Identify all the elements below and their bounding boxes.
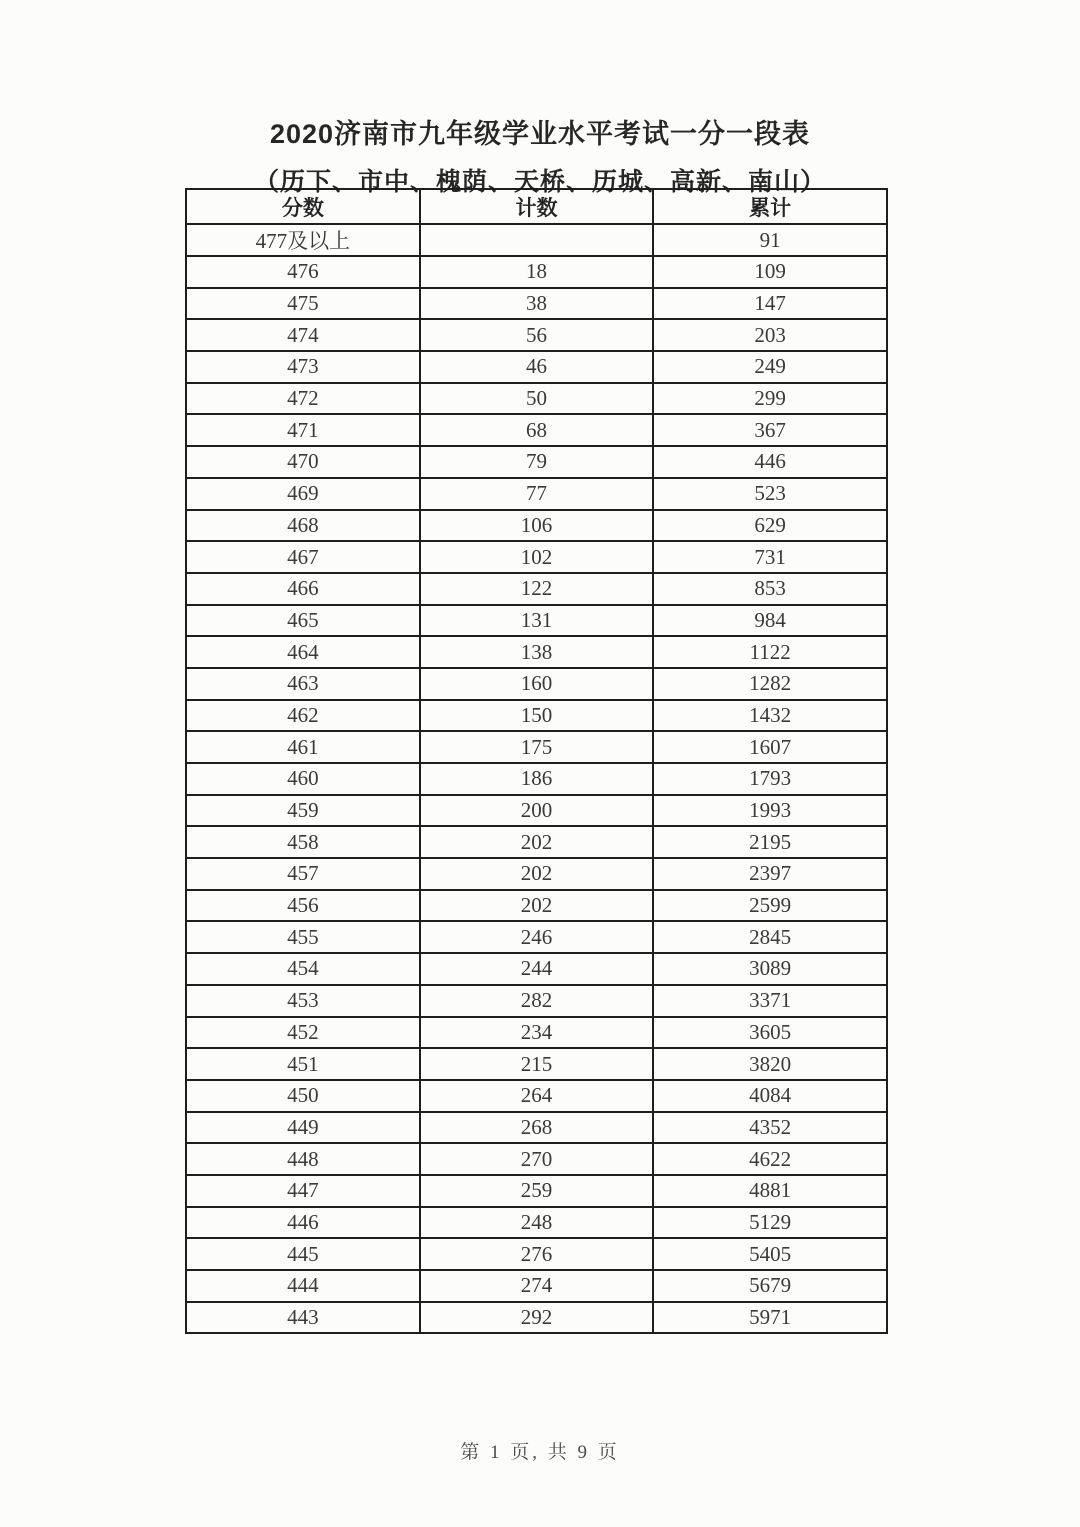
count-cell: 200 xyxy=(420,795,654,827)
count-cell: 202 xyxy=(420,858,654,890)
count-cell: 150 xyxy=(420,700,654,732)
table-row xyxy=(186,953,887,985)
table-row xyxy=(186,668,887,700)
score-cell: 477及以上 xyxy=(186,224,420,256)
count-cell xyxy=(420,224,654,256)
count-cell: 202 xyxy=(420,826,654,858)
cumulative-cell: 2195 xyxy=(653,826,887,858)
cumulative-cell: 1607 xyxy=(653,731,887,763)
table-row xyxy=(186,605,887,637)
table-row xyxy=(186,1017,887,1049)
page-title: 2020济南市九年级学业水平考试一分一段表 xyxy=(269,119,811,149)
cumulative-cell: 2845 xyxy=(653,921,887,953)
header-count: 计数 xyxy=(420,189,654,224)
count-cell: 274 xyxy=(420,1270,654,1302)
table-row xyxy=(186,890,887,922)
score-cell: 464 xyxy=(186,636,420,668)
cumulative-cell: 109 xyxy=(653,256,887,288)
table-row xyxy=(186,573,887,605)
score-cell: 471 xyxy=(186,414,420,446)
score-cell: 462 xyxy=(186,700,420,732)
score-cell: 447 xyxy=(186,1175,420,1207)
table-row xyxy=(186,700,887,732)
header-score: 分数 xyxy=(186,189,420,224)
table-row xyxy=(186,1302,887,1334)
score-cell: 448 xyxy=(186,1143,420,1175)
cumulative-cell: 367 xyxy=(653,414,887,446)
cumulative-cell: 3089 xyxy=(653,953,887,985)
count-cell: 175 xyxy=(420,731,654,763)
table-row xyxy=(186,1143,887,1175)
count-cell: 77 xyxy=(420,478,654,510)
cumulative-cell: 1122 xyxy=(653,636,887,668)
table-row xyxy=(186,541,887,573)
table-row xyxy=(186,256,887,288)
count-cell: 50 xyxy=(420,383,654,415)
count-cell: 244 xyxy=(420,953,654,985)
score-cell: 461 xyxy=(186,731,420,763)
cumulative-cell: 4084 xyxy=(653,1080,887,1112)
header-row xyxy=(186,189,887,224)
count-cell: 276 xyxy=(420,1238,654,1270)
cumulative-cell: 731 xyxy=(653,541,887,573)
score-cell: 451 xyxy=(186,1048,420,1080)
count-cell: 122 xyxy=(420,573,654,605)
score-cell: 470 xyxy=(186,446,420,478)
score-cell: 453 xyxy=(186,985,420,1017)
cumulative-cell: 5679 xyxy=(653,1270,887,1302)
table-row xyxy=(186,1112,887,1144)
cumulative-cell: 523 xyxy=(653,478,887,510)
table-row xyxy=(186,288,887,320)
count-cell: 248 xyxy=(420,1207,654,1239)
score-cell: 474 xyxy=(186,319,420,351)
cumulative-cell: 853 xyxy=(653,573,887,605)
score-cell: 467 xyxy=(186,541,420,573)
table-row xyxy=(186,351,887,383)
page-subtitle: （历下、市中、槐荫、天桥、历城、高新、南山） xyxy=(253,168,826,196)
cumulative-cell: 5405 xyxy=(653,1238,887,1270)
score-cell: 475 xyxy=(186,288,420,320)
cumulative-cell: 629 xyxy=(653,510,887,542)
table-row xyxy=(186,1238,887,1270)
score-cell: 446 xyxy=(186,1207,420,1239)
table-row xyxy=(186,826,887,858)
cumulative-cell: 4622 xyxy=(653,1143,887,1175)
table-row xyxy=(186,795,887,827)
count-cell: 264 xyxy=(420,1080,654,1112)
cumulative-cell: 1793 xyxy=(653,763,887,795)
table-row xyxy=(186,383,887,415)
cumulative-cell: 3820 xyxy=(653,1048,887,1080)
count-cell: 234 xyxy=(420,1017,654,1049)
cumulative-cell: 299 xyxy=(653,383,887,415)
table-row xyxy=(186,985,887,1017)
count-cell: 38 xyxy=(420,288,654,320)
table-row xyxy=(186,1270,887,1302)
table-row xyxy=(186,1207,887,1239)
score-cell: 463 xyxy=(186,668,420,700)
page-number-footer: 第 1 页, 共 9 页 xyxy=(460,1442,620,1463)
score-cell: 466 xyxy=(186,573,420,605)
table-row xyxy=(186,224,887,256)
score-cell: 449 xyxy=(186,1112,420,1144)
score-cell: 445 xyxy=(186,1238,420,1270)
count-cell: 160 xyxy=(420,668,654,700)
score-table-body xyxy=(186,224,887,1333)
score-cell: 450 xyxy=(186,1080,420,1112)
score-cell: 469 xyxy=(186,478,420,510)
count-cell: 246 xyxy=(420,921,654,953)
cumulative-cell: 1282 xyxy=(653,668,887,700)
count-cell: 215 xyxy=(420,1048,654,1080)
cumulative-cell: 446 xyxy=(653,446,887,478)
cumulative-cell: 1993 xyxy=(653,795,887,827)
cumulative-cell: 5129 xyxy=(653,1207,887,1239)
score-table xyxy=(185,188,888,1334)
table-row xyxy=(186,763,887,795)
table-row xyxy=(186,921,887,953)
count-cell: 102 xyxy=(420,541,654,573)
score-cell: 459 xyxy=(186,795,420,827)
score-cell: 473 xyxy=(186,351,420,383)
count-cell: 270 xyxy=(420,1143,654,1175)
count-cell: 292 xyxy=(420,1302,654,1334)
cumulative-cell: 2599 xyxy=(653,890,887,922)
count-cell: 268 xyxy=(420,1112,654,1144)
cumulative-cell: 5971 xyxy=(653,1302,887,1334)
score-cell: 476 xyxy=(186,256,420,288)
cumulative-cell: 203 xyxy=(653,319,887,351)
cumulative-cell: 3371 xyxy=(653,985,887,1017)
table-row xyxy=(186,636,887,668)
count-cell: 106 xyxy=(420,510,654,542)
score-cell: 456 xyxy=(186,890,420,922)
score-cell: 455 xyxy=(186,921,420,953)
table-row xyxy=(186,446,887,478)
count-cell: 186 xyxy=(420,763,654,795)
cumulative-cell: 147 xyxy=(653,288,887,320)
table-row xyxy=(186,319,887,351)
table-row xyxy=(186,1048,887,1080)
cumulative-cell: 2397 xyxy=(653,858,887,890)
count-cell: 282 xyxy=(420,985,654,1017)
count-cell: 131 xyxy=(420,605,654,637)
table-row xyxy=(186,1080,887,1112)
count-cell: 46 xyxy=(420,351,654,383)
score-cell: 458 xyxy=(186,826,420,858)
cumulative-cell: 4352 xyxy=(653,1112,887,1144)
cumulative-cell: 249 xyxy=(653,351,887,383)
score-cell: 452 xyxy=(186,1017,420,1049)
title-block xyxy=(0,112,1080,198)
score-cell: 454 xyxy=(186,953,420,985)
count-cell: 18 xyxy=(420,256,654,288)
table-row xyxy=(186,731,887,763)
cumulative-cell: 984 xyxy=(653,605,887,637)
count-cell: 56 xyxy=(420,319,654,351)
count-cell: 79 xyxy=(420,446,654,478)
count-cell: 259 xyxy=(420,1175,654,1207)
count-cell: 68 xyxy=(420,414,654,446)
header-cumulative: 累计 xyxy=(653,189,887,224)
count-cell: 202 xyxy=(420,890,654,922)
score-cell: 443 xyxy=(186,1302,420,1334)
score-cell: 465 xyxy=(186,605,420,637)
table-row xyxy=(186,1175,887,1207)
score-cell: 472 xyxy=(186,383,420,415)
table-row xyxy=(186,858,887,890)
cumulative-cell: 4881 xyxy=(653,1175,887,1207)
score-cell: 444 xyxy=(186,1270,420,1302)
cumulative-cell: 3605 xyxy=(653,1017,887,1049)
cumulative-cell: 1432 xyxy=(653,700,887,732)
table-row xyxy=(186,478,887,510)
score-cell: 468 xyxy=(186,510,420,542)
score-cell: 457 xyxy=(186,858,420,890)
table-row xyxy=(186,414,887,446)
score-cell: 460 xyxy=(186,763,420,795)
cumulative-cell: 91 xyxy=(653,224,887,256)
table-row xyxy=(186,510,887,542)
count-cell: 138 xyxy=(420,636,654,668)
